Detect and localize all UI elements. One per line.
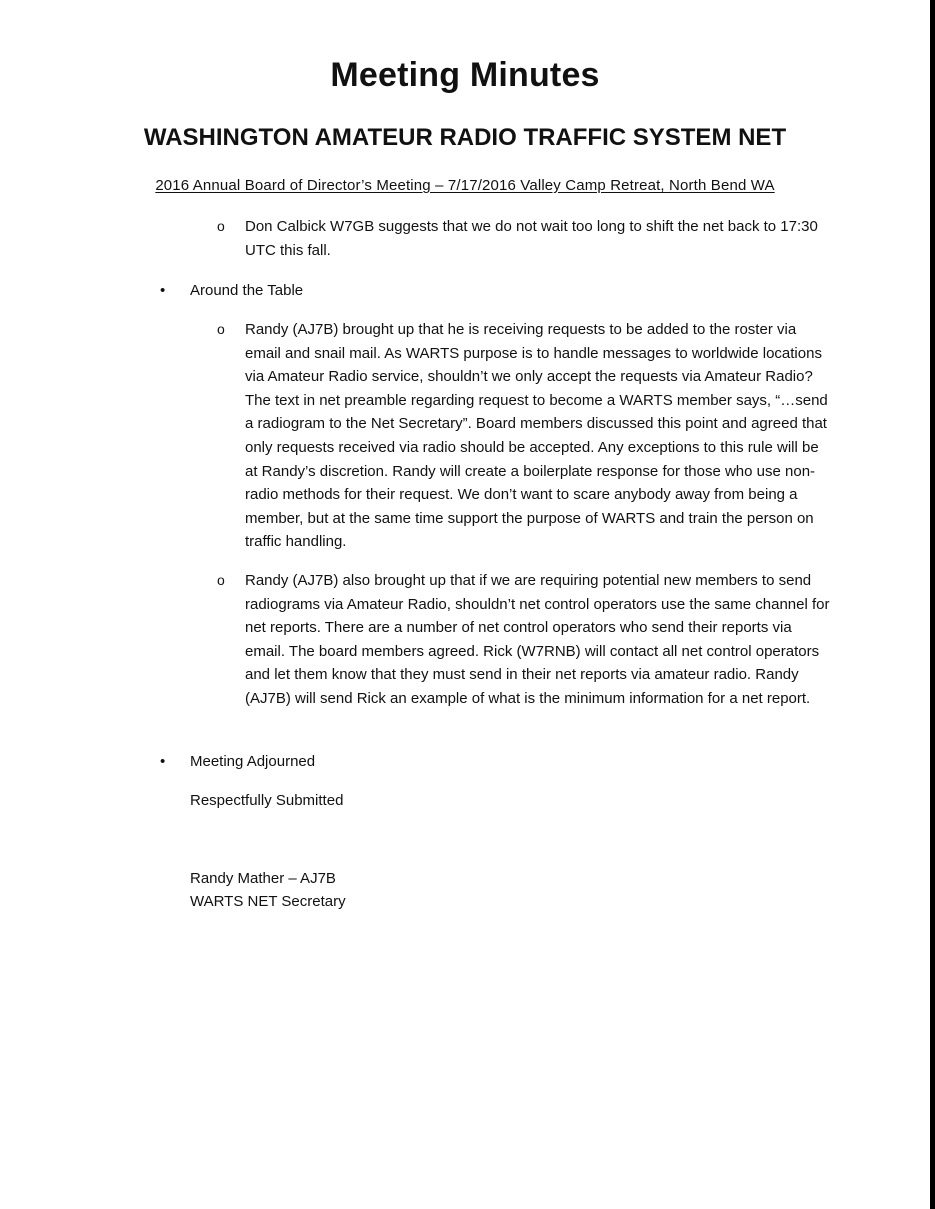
signature-role: WARTS NET Secretary bbox=[190, 893, 346, 910]
meeting-subtitle: 2016 Annual Board of Director’s Meeting – 7/17/2016 Valley Camp Retreat, North Bend WA bbox=[155, 177, 775, 194]
circle-bullet-icon: o bbox=[217, 572, 225, 588]
list-item-text: Around the Table bbox=[190, 282, 304, 299]
list-item-text: Randy (AJ7B) also brought up that if we are requiring potential new members to send radiograms via Amateur Radio, shouldn’t net control operators use the same channel for net reports. There are a number of net control operators who send their reports via email. The board members agreed. Rick (W7RNB) will contact all net control operators and let them know that they must send in their net reports via amateur radio. Randy (AJ7B) will send Rick an example of what is the minimum information for a net report. bbox=[245, 572, 830, 707]
list-item-text: Meeting Adjourned bbox=[190, 753, 316, 770]
closing-submitted: Respectfully Submitted bbox=[190, 792, 344, 809]
bullet-icon: • bbox=[160, 282, 166, 299]
bullet-icon: • bbox=[160, 753, 166, 770]
list-item-text: Randy (AJ7B) brought up that he is receiving requests to be added to the roster via email and snail mail. As WARTS purpose is to handle messages to worldwide locations via Amateur Radio service, shouldn’t we only accept the requests via Amateur Radio? The text in net preamble regarding request to become a WARTS member says, “…send a radiogram to the Net Secretary”. Board members discussed this point and agreed that only requests received via radio should be accepted. Any exceptions to this rule will be at Randy’s discretion. Randy will create a boilerplate response for those who use non-radio methods for their request. We don’t want to scare anybody away from being a member, but at the same time support the purpose of WARTS and train the person on traffic handling. bbox=[245, 321, 828, 551]
organization-heading: WASHINGTON AMATEUR RADIO TRAFFIC SYSTEM NET bbox=[143, 124, 787, 151]
document-title: Meeting Minutes bbox=[330, 56, 600, 94]
page-edge bbox=[930, 0, 935, 1209]
circle-bullet-icon: o bbox=[217, 321, 225, 337]
list-item-text: Don Calbick W7GB suggests that we do not wait too long to shift the net back to 17:30 UTC this fall. bbox=[245, 218, 818, 259]
circle-bullet-icon: o bbox=[217, 218, 225, 234]
signature-name: Randy Mather – AJ7B bbox=[190, 870, 336, 887]
